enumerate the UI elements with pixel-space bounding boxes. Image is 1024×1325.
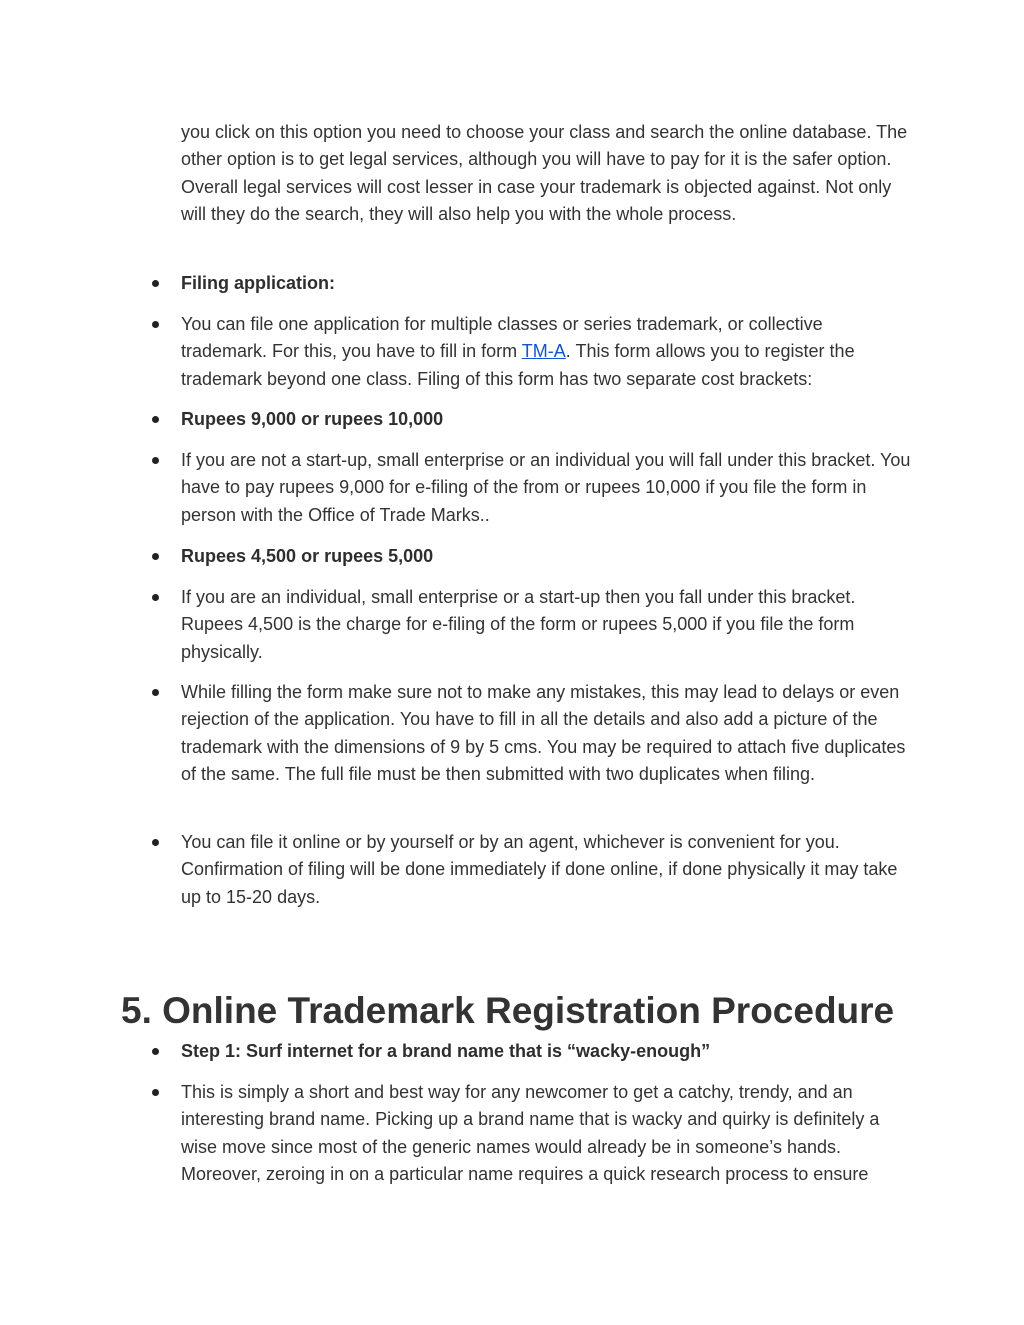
bullet-icon <box>152 416 159 423</box>
tm-a-link[interactable]: TM-A <box>521 341 566 362</box>
step1-body-text: This is simply a short and best way for any newcomer to get a catchy, trendy, and an interesting brand name. Picking up a brand name that is wacky and quirky is definitely a wise move since most of the generic names would already be in someone’s hands. Moreover, zeroing in on a particular name requires a quick research process to ensure <box>181 1082 880 1184</box>
list-item-multi-class <box>181 311 911 393</box>
bullet-icon <box>152 839 159 846</box>
bullet-icon <box>152 689 159 696</box>
file-online-text: You can file it online or by yourself or by an agent, whichever is convenient for you. Confirmation of filing will be done immediately if done online, if done physically it may take up to 15-20 days. <box>181 832 898 907</box>
bracket1-body-text: If you are not a start-up, small enterprise or an individual you will fall under this bracket. You have to pay rupees 9,000 for e-filing of the from or rupees 10,000 if you file the form in person with the Office of Trade Marks.. <box>181 450 911 525</box>
list-item-bracket1-text <box>181 447 911 529</box>
list-item-bracket1-heading <box>181 406 911 433</box>
multi-class-text-after: . This form allows you to register the trademark beyond one class. Filing of this form has two separate cost brackets: <box>181 341 855 389</box>
list-item-bracket2-text <box>181 584 911 666</box>
list-item-file-online <box>181 829 911 911</box>
list-item-bracket2-heading <box>181 543 911 570</box>
bracket1-heading-text: Rupees 9,000 or rupees 10,000 <box>181 409 444 429</box>
intro-paragraph: you click on this option you need to choose your class and search the online database. The other option is to get legal services, although you will have to pay for it is the safer option. Overall legal services will cost lesser in case your trademark is objected against. Not only will they do the search, they will also help you with the whole process. <box>181 122 908 224</box>
step1-heading-text: Step 1: Surf internet for a brand name that is “wacky-enough” <box>181 1041 711 1061</box>
bullet-icon <box>152 1089 159 1096</box>
bracket2-heading-text: Rupees 4,500 or rupees 5,000 <box>181 546 434 566</box>
bullet-icon <box>152 321 159 328</box>
form-tips-text: While filling the form make sure not to make any mistakes, this may lead to delays or even rejection of the application. You have to fill in all the details and also add a picture of the trademark with the dimensions of 9 by 5 cms. You may be required to attach five duplicates of the same. The full file must be then submitted with two duplicates when filing. <box>181 682 906 784</box>
bullet-icon <box>152 1048 159 1055</box>
bullet-icon <box>152 457 159 464</box>
bracket2-body-text: If you are an individual, small enterprise or a start-up then you fall under this bracket. Rupees 4,500 is the charge for e-filing of the form or rupees 5,000 if you file the form physically. <box>181 587 856 662</box>
bullet-icon <box>152 553 159 560</box>
multi-class-text-before: You can file one application for multiple classes or series trademark, or collective trademark. For this, you have to fill in form <box>181 314 823 362</box>
filing-heading-text: Filing application: <box>181 273 335 293</box>
list-item-step1-heading <box>181 1038 911 1065</box>
bullet-icon <box>152 594 159 601</box>
bullet-icon <box>152 280 159 287</box>
list-item-step1-text <box>181 1079 911 1188</box>
section-heading: 5. Online Trademark Registration Procedure <box>121 990 895 1031</box>
list-item-form-tips <box>181 679 911 788</box>
list-item-filing-heading <box>181 270 911 297</box>
